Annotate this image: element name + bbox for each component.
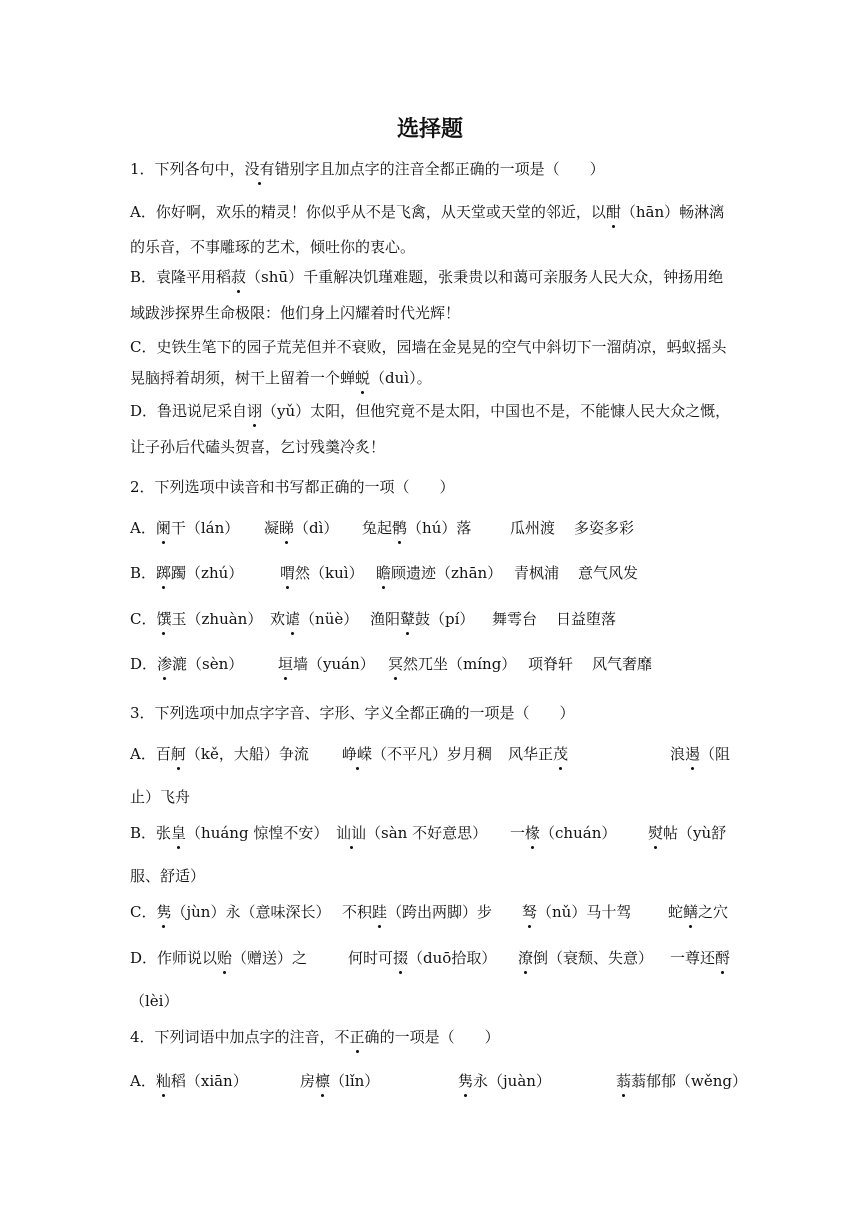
q3-c-item: C．隽（jùn）永（意味深长） — [130, 903, 331, 921]
q2-c-item: C．馔玉（zhuàn） — [130, 610, 263, 628]
q2-b-item: 意气风发 — [578, 564, 639, 582]
q3-b-item: B．张皇（huáng 惊惶不安） — [130, 824, 329, 842]
q1-option-b-line1: B．袁隆平用稻菽（shū）千重解决饥瑾难题，张秉贵以和蔼可亲服务人民大众，钟扬用绝 — [130, 268, 724, 286]
question-2-stem: 2．下列选项中读音和书写都正确的一项（ ） — [130, 478, 455, 496]
q1-option-d-line2: 让子孙后代磕头贺喜，乞讨残羹冷炙！ — [130, 438, 386, 456]
q3-a-item: A．百舸（kě，大船）争流 — [130, 745, 309, 763]
q2-b-item: 瞻顾遗迹（zhān） — [376, 564, 503, 582]
q3-a-item: 风华正茂 — [508, 745, 569, 763]
q2-a-item: 凝睇（dì） — [264, 519, 339, 537]
q3-d-item: D．作师说以贻（赠送）之 — [130, 949, 308, 967]
question-3-stem: 3．下列选项中加点字字音、字形、字义全都正确的一项是（ ） — [130, 704, 575, 722]
q1-option-c-line2: 晃脑捋着胡须，树干上留着一个蝉蜕（duì）。 — [130, 369, 432, 387]
q2-b-item: 青枫浦 — [514, 564, 560, 582]
q2-d-item: D．渗漉（sèn） — [130, 655, 244, 673]
q4-a-item: 房檩（lǐn） — [300, 1072, 380, 1090]
q3-b-item: 一椽（chuán） — [510, 824, 617, 842]
q2-a-item: 瓜州渡 — [510, 519, 556, 537]
q3-a-item: 浪遏（阻 — [670, 745, 731, 763]
q1-option-a-line1: A．你好啊，欢乐的精灵！你似乎从不是飞禽，从天堂或天堂的邻近，以酣（hān）畅淋漓 — [130, 203, 725, 221]
q3-c-item: 不积跬（跨出两脚）步 — [342, 903, 493, 921]
q3-d-item: 一尊还酹 — [670, 949, 731, 967]
q2-d-item: 项脊轩 — [528, 655, 574, 673]
q2-b-item: B．踯躅（zhú） — [130, 564, 244, 582]
q2-c-item: 日益堕落 — [556, 610, 617, 628]
q3-a-item: 峥嵘（不平凡）岁月稠 — [342, 745, 493, 763]
q1-option-d-line1: D．鲁迅说尼采自诩（yǔ）太阳，但他究竟不是太阳，中国也不是，不能慷人民大众之慨， — [130, 402, 731, 420]
q2-c-item: 舞雩台 — [492, 610, 538, 628]
page-title: 选择题 — [396, 117, 463, 142]
q3-b-item: 熨帖（yù舒 — [648, 824, 727, 842]
q3-c-item: 驽（nǔ）马十驾 — [522, 903, 632, 921]
q4-a-item: 蓊蓊郁郁（wěng） — [616, 1072, 747, 1090]
q2-d-item: 风气奢靡 — [592, 655, 653, 673]
q4-a-item: 隽永（juàn） — [458, 1072, 551, 1090]
q2-c-item: 欢谑（nüè） — [270, 610, 359, 628]
q3-d-item: 何时可掇（duō拾取） — [348, 949, 497, 967]
q2-b-item: 喟然（kuì） — [280, 564, 364, 582]
q2-d-item: 垣墙（yuán） — [278, 655, 375, 673]
question-4-stem: 4．下列词语中加点字的注音，不正确的一项是（ ） — [130, 1028, 500, 1046]
q4-a-item: A．籼稻（xiān） — [130, 1072, 248, 1090]
q2-a-item: 多姿多彩 — [574, 519, 635, 537]
q3-option-b-line2: 服、舒适） — [130, 867, 206, 885]
q2-c-item: 渔阳鼙鼓（pí） — [370, 610, 475, 628]
q3-c-item: 蛇鳝之穴 — [668, 903, 729, 921]
q2-a-item: 兔起鹘（hú）落 — [362, 519, 472, 537]
q2-a-item: A．阑干（lán） — [130, 519, 240, 537]
q1-option-b-line2: 域跋涉探界生命极限：他们身上闪耀着时代光辉！ — [130, 304, 461, 322]
q3-option-d-line2: （lèi） — [130, 992, 179, 1010]
q3-d-item: 潦倒（衰颓、失意） — [518, 949, 654, 967]
q2-d-item: 冥然兀坐（míng） — [388, 655, 517, 673]
q3-b-item: 讪讪（sàn 不好意思） — [336, 824, 488, 842]
q1-option-a-line2: 的乐音，不事雕琢的艺术，倾吐你的衷心。 — [130, 238, 416, 256]
q3-option-a-line2: 止）飞舟 — [130, 788, 191, 806]
question-1-stem: 1．下列各句中，没有错别字且加点字的注音全都正确的一项是（ ） — [130, 160, 605, 178]
q1-option-c-line1: C．史铁生笔下的园子荒芜但并不衰败，园墙在金晃晃的空气中斜切下一溜荫凉，蚂蚁摇头 — [130, 338, 727, 356]
